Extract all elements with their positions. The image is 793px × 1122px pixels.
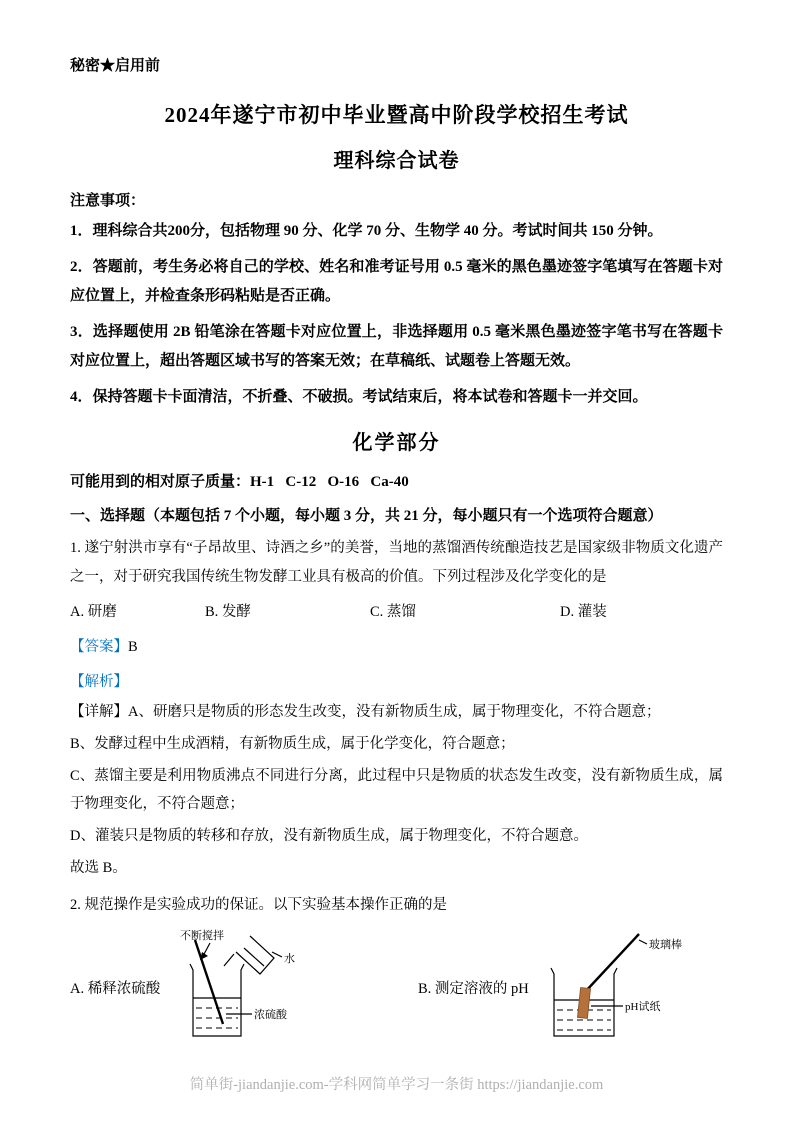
analysis-line bbox=[70, 670, 723, 694]
question-2-options bbox=[70, 926, 723, 1048]
detail-conclusion: 故选 B。 bbox=[70, 860, 127, 876]
exam-title: 2024年遂宁市初中毕业暨高中阶段学校招生考试 bbox=[164, 103, 629, 127]
detail-line-c: C、蒸馏主要是利用物质沸点不同进行分离，此过程中只是物质的状态发生改变，没有新物质生成，属于物理变化，不符合题意； bbox=[70, 768, 723, 812]
rod-leader-line bbox=[639, 940, 647, 944]
ph-paper-strip bbox=[577, 988, 590, 1019]
vessel-liquid-level bbox=[244, 948, 264, 966]
classification-marking: 秘密★启用前 bbox=[70, 58, 161, 74]
notice-item-3: 3．选择题使用 2B 铅笔涂在答题卡对应位置上，非选择题用 0.5 毫米黑色墨迹签字笔书写在答题卡对应位置上，超出答题区域书写的答案无效；在草稿纸、试题卷上答题无效。 bbox=[70, 324, 723, 369]
section-title-chemistry: 化学部分 bbox=[352, 432, 441, 454]
question-1-stem: 1. 遂宁射洪市享有“子昂故里、诗酒之乡”的美誉，当地的蒸馏酒传统酿造技艺是国家级非物质文化遗产之一，对于研究我国传统生物发酵工业具有极高的价值。下列过程涉及化学变化的是 bbox=[70, 540, 723, 585]
glass-rod bbox=[585, 934, 639, 992]
glass-rod bbox=[195, 940, 223, 1024]
acid-label: 浓硫酸 bbox=[254, 1009, 288, 1021]
water-leader-line bbox=[272, 952, 282, 957]
question-1-options bbox=[70, 600, 723, 624]
notice-heading: 注意事项： bbox=[70, 193, 146, 209]
notice-item-1: 1．理科综合共200分，包括物理 90 分、化学 70 分、生物学 40 分。考试时间共 150 分钟。 bbox=[70, 223, 663, 239]
question-1-option-b: B. 发酵 bbox=[205, 604, 251, 620]
atomic-mass-note: 可能用到的相对原子质量：H-1 C-12 O-16 Ca-40 bbox=[70, 474, 409, 490]
question-1-option-a: A. 研磨 bbox=[70, 604, 117, 620]
dilute-acid-diagram bbox=[166, 926, 361, 1048]
analysis-tag: 【解析】 bbox=[70, 674, 128, 690]
detail-line-a: 【详解】A、研磨只是物质的形态发生改变，没有新物质生成，属于物理变化，不符合题意； bbox=[70, 704, 661, 720]
question-2-stem: 2. 规范操作是实验成功的保证。以下实验基本操作正确的是 bbox=[70, 897, 447, 913]
answer-value: B bbox=[128, 639, 138, 655]
answer-line bbox=[70, 635, 723, 659]
question-1-option-d: D. 灌装 bbox=[560, 604, 607, 620]
notice-item-4: 4．保持答题卡卡面清洁，不折叠、不破损。考试结束后，将本试卷和答题卡一并交回。 bbox=[70, 389, 648, 405]
paper-label: pH试纸 bbox=[624, 1001, 661, 1013]
pour-stream bbox=[224, 954, 234, 966]
part-one-heading: 一、选择题（本题包括 7 个小题，每小题 3 分，共 21 分，每小题只有一个选项符合题意） bbox=[70, 508, 663, 524]
question-2-option-b bbox=[418, 926, 723, 1048]
exam-subtitle: 理科综合试卷 bbox=[333, 150, 460, 172]
answer-tag: 【答案】 bbox=[70, 639, 128, 655]
question-2-option-a-label: A. 稀释浓硫酸 bbox=[70, 980, 161, 997]
stir-label: 不断搅拌 bbox=[180, 930, 225, 942]
detail-line-b: B、发酵过程中生成酒精，有新物质生成，属于化学变化，符合题意； bbox=[70, 736, 515, 752]
detail-line-d: D、灌装只是物质的转移和存放，没有新物质生成，属于物理变化，不符合题意。 bbox=[70, 828, 588, 844]
beaker bbox=[190, 964, 244, 1036]
footer-watermark: 简单街-jiandanjie.com-学科网简单学习一条街 https://jiandanjie.com bbox=[189, 1077, 604, 1093]
question-2-option-a bbox=[70, 926, 418, 1048]
water-label: 水 bbox=[284, 953, 296, 965]
ph-test-diagram bbox=[535, 926, 700, 1048]
question-2-option-b-label: B. 测定溶液的 pH bbox=[418, 980, 529, 997]
notice-item-2: 2．答题前，考生务必将自己的学校、姓名和准考证号用 0.5 毫米的黑色墨迹签字笔填写在答题卡对应位置上，并检查条形码粘贴是否正确。 bbox=[70, 259, 723, 304]
rod-label: 玻璃棒 bbox=[648, 939, 682, 951]
question-1-option-c: C. 蒸馏 bbox=[370, 604, 416, 620]
